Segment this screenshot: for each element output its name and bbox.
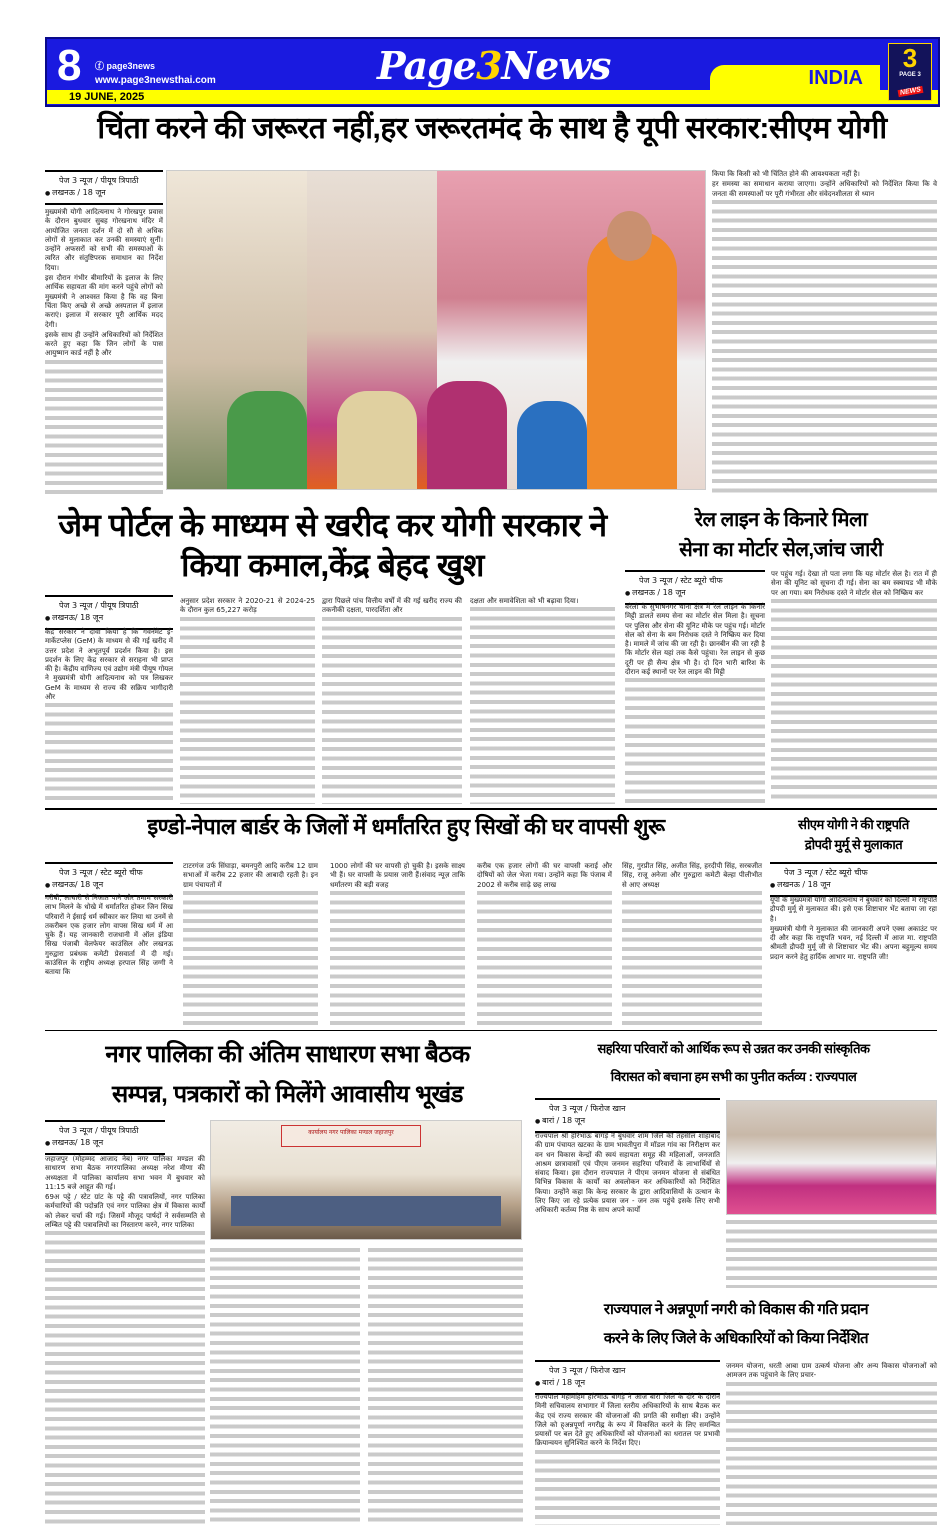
masthead-banner: [45, 37, 940, 107]
article-body: [45, 894, 173, 1027]
article-column: [330, 862, 465, 1027]
article-byline: [770, 862, 937, 897]
article-column: [180, 597, 315, 804]
article-byline: [45, 862, 173, 897]
byline-author: पेज 3 न्यूज / फिरोज खान: [549, 1366, 626, 1375]
paragraph: इसके साथ ही उन्होंने अधिकारियों को निर्देशित करते हुए कहा कि जिन लोगों के पास आयुष्मान कार्ड नहीं है और: [45, 330, 163, 358]
article-column: [622, 862, 762, 1027]
headline-cm-yogi-janata-darshan: चिंता करने की जरूरत नहीं,हर जरूरतमंद के साथ है यूपी सरकार:सीएम योगी: [97, 112, 887, 145]
edition-label: INDIA: [808, 67, 863, 89]
photo-nagar-palika-meeting: [210, 1120, 522, 1240]
headline-line: विरासत को बचाना हम सभी का पुनीत कर्तव्य : राज्यपाल: [610, 1069, 857, 1084]
article-byline: [625, 570, 765, 605]
paragraph: इस दौरान गंभीर बीमारियों के इलाज के लिए आर्थिक सहायता की मांग करने पहुंचे लोगों को मुख्यमंत्री ने आश्वस्त किया है कि वह बिना चिंता किए अच्छे से अच्छे अस्पताल में इलाज कराएं। इलाज में सरकार पूरी आर्थिक मदद देगी।: [45, 274, 163, 329]
headline-sikh-ghar-wapsi: इण्डो-नेपाल बार्डर के जिलों में धर्मांतरित हुए सिखों की घर वापसी शुरू: [147, 814, 665, 839]
paragraph: यूपी के मुख्यमंत्री योगी आदित्यनाथ ने बुधवार को दिल्ली में राष्ट्रपति द्रौपदी मुर्मू से मुलाकात की। इसे एक शिष्टाचार भेंट बताया जा रहा है।: [770, 896, 937, 923]
article-byline: [45, 1120, 165, 1155]
headline-line: नगर पालिका की अंतिम साधारण सभा बैठक: [105, 1041, 470, 1068]
social-handle-text: page3news: [106, 61, 156, 71]
text-continuation: [45, 360, 163, 496]
headline-line: रेल लाइन के किनारे मिला: [694, 509, 868, 531]
headline-gem-portal: जेम पोर्टल के माध्यम से खरीद कर योगी सरकार ने किया कमाल,केंद्र बेहद खुश: [58, 507, 607, 583]
logo-number: 3: [902, 43, 918, 73]
article-column: [771, 570, 937, 803]
paragraph: 69अ पट्टे / स्टेट ग्रांट के पट्टे की पत्रावलियों, नगर पालिका कर्मचारियों की पदोन्नति एवं नगर पालिका क्षेत्र में विकास कार्यों को लेकर चर्चा की गई। जिसमें मौजूद पार्षदों ने सर्वसम्मति से लम्बित पट्टे की पत्रावलियों का निस्तारण करने, नगर पालिका: [45, 1193, 205, 1230]
paragraph: दक्षता और समावेशिता को भी बढ़ावा दिया।: [470, 597, 579, 605]
text-continuation: [535, 1450, 720, 1525]
article-byline: [535, 1360, 720, 1395]
headline-line: सम्पन्न, पत्रकारों को मिलेंगे आवासीय भूखंड: [111, 1081, 464, 1108]
byline-author: पेज 3 न्यूज / पीयूष त्रिपाठी: [59, 176, 139, 185]
article-byline: [45, 170, 163, 205]
article-column: [470, 597, 615, 804]
section-divider: [45, 808, 937, 810]
article-body: [45, 628, 173, 803]
headline-nagar-palika: [50, 1035, 525, 1115]
issue-date: 19 JUNE, 2025: [69, 91, 145, 103]
newspaper-logo: [377, 43, 610, 88]
byline-author: पेज 3 न्यूज / पीयूष त्रिपाठी: [59, 1126, 139, 1135]
paragraph: मुख्यमंत्री योगी ने मुलाकात की जानकारी अपने एक्स अकाउंट पर दी और कहा कि राष्ट्रपति भवन, नई दिल्ली में आज मा. राष्ट्रपति श्रीमती द्रौपदी मुर्मू जी से शिष्टाचार भेंट की। अपना बहुमूल्य समय प्रदान करने हेतु हार्दिक आभार मा. राष्ट्रपति जी!: [770, 924, 937, 961]
headline-line: सीएम योगी ने की राष्ट्रपति: [798, 817, 909, 832]
text-continuation: [712, 200, 937, 495]
paragraph: केंद्र सरकार ने दावा किया है कि गवर्नमेंट ई-मार्केटप्लेस (GeM) के माध्यम से की गई खरीद में उत्तर प्रदेश ने अभूतपूर्व प्रदर्शन किया है। इस प्रदर्शन के लिए केंद्र सरकार से सराहना भी प्राप्त की है। केंद्रीय वाणिज्य एवं उद्योग मंत्री पीयूष गोयल ने मुख्यमंत्री योगी आदित्यनाथ को पत्र लिखकर GeM के माध्यम से राज्य की सक्रिय भागीदारी और: [45, 628, 173, 702]
byline-author: पेज 3 न्यूज / स्टेट ब्यूरो चीफ: [784, 868, 868, 877]
text-continuation: [726, 1382, 937, 1525]
headline-line: सेना का मोर्टार सेल,जांच जारी: [679, 539, 883, 561]
section-divider: [45, 1030, 937, 1031]
page-number: 8: [57, 41, 82, 90]
paragraph: जहाजपुर (मोहम्मद आजाद नेब) नगर पालिका मण्डल की साधारण सभा बैठक नगरपालिका अध्यक्ष नरेश मीणा की अध्यक्षता में पालिका कार्यालय सभा भवन में बुधवार को 11:15 बजे आहूत की गई।: [45, 1155, 205, 1191]
photo-banner-text: कार्यालय नगर पालिका मण्डल जहाजपुर: [281, 1125, 421, 1147]
byline-place: ● बारां / 18 जून: [535, 1116, 585, 1125]
byline-author: पेज 3 न्यूज / फिरोज खान: [549, 1104, 626, 1113]
byline-place: ● लखनऊ/ 18 जून: [45, 880, 103, 889]
text-continuation: [183, 891, 318, 1027]
article-body: [625, 603, 765, 803]
article-column: [183, 862, 318, 1027]
headline-line: करने के लिए जिले के अधिकारियों को किया निर्देशित: [603, 1330, 869, 1347]
paragraph: टाटरगंज उर्फ सिंघाड़ा, बमनपुरी आदि करीब 12 ग्राम सभाओं में करीब 22 हजार की आबादी रहती है। इन ग्राम पंचायतों में: [183, 862, 318, 889]
byline-author: पेज 3 न्यूज / स्टेट ब्यूरो चीफ: [59, 868, 143, 877]
paragraph: गरीबी, लाचारी से निजात पाने और तमाम सरकारी लाभ मिलने के धोखे में धर्मांतरित होकर जिन सिख परिवारों ने ईसाई धर्म स्वीकार कर लिया था उनमें से तकरीबन एक हजार लोग वापस सिख धर्म में आ चुके हैं। यह जानकारी राजधानी में ऑल इंडिया सिख पंजाबी वेलफेयर काउंसिल और लखनऊ गुरुद्वारा प्रबंधक कमेटी प्रेसवार्ता में दी गई। काउंसिल के राष्ट्रीय अध्यक्ष हरपाल सिंह जग्गी ने बताया कि: [45, 894, 173, 977]
logo-part-news: News: [501, 43, 611, 88]
paragraph: मुख्यमंत्री योगी आदित्यनाथ ने गोरखपुर प्रवास के दौरान बुधवार सुबह गोरखनाथ मंदिर में आयोजित जनता दर्शन में दो सौ से अधिक लोगों से मुलाकात कर उनकी समस्याएं सुनीं। उन्होंने अफसरों को सभी की समस्याओं के त्वरित और संतुष्टिपरक समाधान का निर्देश दिया।: [45, 208, 163, 272]
article-byline: [535, 1098, 720, 1133]
paragraph: बरेली के सुभाषनगर थाना क्षेत्र में रेल लाइन के किनारे मिट्टी डालते समय सेना का मोर्टार सेल मिला है। सूचना पर पुलिस और सेना की यूनिट मौके पर पहुंच गई। मोर्टार सेल को सेना के बम निरोधक दस्ते ने निष्क्रिय कर दिया है। मामले में जांच की जा रही है। छानबीन की जा रही है कि मोर्टार सेल यहां तक कैसे पहुंचा। रेल लाइन से कुछ दूरी पर ही सैन्य क्षेत्र भी है। दो दिन भारी बारिश के दौरान कई स्थानों पर रेल लाइन की मिट्टी: [625, 603, 765, 677]
byline-place: ● लखनऊ/ 18 जून: [45, 1138, 103, 1147]
text-continuation: [180, 617, 315, 804]
text-continuation: [625, 678, 765, 803]
byline-place: ● लखनऊ / 18 जून: [45, 188, 106, 197]
social-handle: [95, 59, 155, 72]
text-continuation: [330, 891, 465, 1027]
article-body: [45, 208, 163, 496]
byline-author: पेज 3 न्यूज / पीयूष त्रिपाठी: [59, 601, 139, 610]
text-continuation: [45, 703, 173, 803]
headline-annapurna-nagari: [535, 1295, 937, 1353]
paragraph: 1000 लोगों की घर वापसी हो चुकी है। इसके साक्ष्य भी हैं। घर वापसी के प्रयास जारी हैं।संवाद न्यूज़ ताकि धर्मांतरण की बड़ी वजह: [330, 862, 465, 889]
paragraph: पर पहुंच गई। देखा तो पता लगा कि यह मोर्टार सेल है। रात में ही सेना की यूनिट को सूचना दी गई। सेना का बम स्क्वायड भी मौके पर आ गया। बम निरोधक दस्ते ने मोर्टार सेल को निष्क्रिय कर: [771, 570, 937, 597]
photo-governor-visit: [726, 1100, 937, 1215]
logo-badge: NEWS: [899, 86, 921, 97]
article-column: [726, 1362, 937, 1525]
facebook-icon: ⓕ: [95, 61, 107, 71]
website-link[interactable]: www.page3newsthai.com: [95, 75, 216, 86]
byline-place: ● बारां / 18 जून: [535, 1378, 585, 1387]
headline-line: राज्यपाल ने अन्नपूर्णा नगरी को विकास की गति प्रदान: [603, 1301, 869, 1318]
page3-badge-logo: [888, 43, 932, 101]
paragraph: राज्यपाल महामहिम हरिभाऊ बागड़े ने आज बारां जिले के दौरे के दौरान मिनी सचिवालय सभागार में जिला स्तरीय अधिकारियों के साथ बैठक कर केंद्र एवं राज्य सरकार की योजनाओं की प्रगति की समीक्षा की। उन्होंने जिले को ह्अन्नपूर्णा नगरीह्न के रूप में विकसित करने के लिए समन्वित प्रयासों पर बल देते हुए अधिकारियों को योजनाओं का धरातल पर प्रभावी क्रियान्वयन सुनिश्चित करने के निर्देश दिए।: [535, 1393, 720, 1448]
paragraph: सिंह, गुरप्रीत सिंह, अजीत सिंह, हरदीपी सिंह, सरबजीत सिंह, राजू अनेजा और गुरुद्वारा कमेटी बेल्हा पीलीभीत से आए अध्यक्ष: [622, 862, 762, 889]
text-continuation: [322, 617, 462, 804]
paragraph: राज्यपाल श्री हरिभाऊ बागड़े ने बुधवार शाम जिले की तहसील शाहाबाद की ग्राम पंचायत खटका के ग्राम भावतीपुरा में मॉडल गांव का निरीक्षण कर वन धन विकास केन्द्रों की स्वयं सहायता समूह की महिलाओं, जनजाति आश्रम छात्रावासों एवं पीएम जनमन सहरिया परिवारों के लाभार्थियों से संवाद किया। इस दौरान राज्यपाल ने पीएम जनमन योजना से संबंधित विभिन्न विकास के कार्यों का अवलोकन कर अधिकारियों को निर्देशित किया। उन्होंने कहा कि केन्द्र सरकार के द्वारा आदिवासियों के उत्थान के लिए किए जा रहे प्रत्येक प्रयास जन - जन तक पहुंचे इसके लिए सभी अधिकारी कर्तव्य निष्ठ के साथ अपने कार्यों: [535, 1132, 720, 1215]
article-column: [322, 597, 462, 804]
headline-mortar-shell: [625, 505, 937, 565]
headline-sahariya-families: [530, 1035, 937, 1091]
paragraph: हर समस्या का समाधान कराया जाएगा। उन्होंने अधिकारियों को निर्देशित किया कि वे जनता की समस्याओं पर पूरी गंभीरता और संवेदनशीलता से ध्यान: [712, 180, 937, 198]
byline-place: ● लखनऊ / 18 जून: [770, 880, 831, 889]
article-byline: [45, 595, 173, 630]
paragraph: करीब एक हजार लोगों की घर वापसी कराई और दोषियों को जेल भेजा गया। उन्होंने कहा कि पंजाब में 2002 से करीब साढ़े छह लाख: [477, 862, 612, 889]
article-column: [368, 1248, 523, 1523]
article-column: [726, 1220, 937, 1288]
byline-author: पेज 3 न्यूज / स्टेट ब्यूरो चीफ: [639, 576, 723, 585]
logo-text: PAGE 3: [899, 72, 921, 78]
text-continuation: [470, 607, 615, 804]
text-continuation: [771, 599, 937, 803]
article-body: [535, 1132, 720, 1290]
paragraph: द्वारा पिछले पांच वित्तीय वर्षों में की गई खरीद राज्य की तकनीकी दक्षता, पारदर्शिता और: [322, 597, 462, 615]
article-column: [477, 862, 612, 1027]
article-body: [770, 896, 937, 1028]
text-continuation: [45, 1231, 205, 1525]
paragraph: किया कि किसी को भी चिंतित होने की आवश्यकता नहीं है।: [712, 170, 860, 178]
article-body-continued: [712, 170, 937, 495]
headline-president-meeting: [770, 815, 937, 855]
logo-part-3: 3: [475, 43, 502, 88]
paragraph: अनुसार प्रदेश सरकार ने 2020-21 से 2024-25 के दौरान कुल 65,227 करोड़: [180, 597, 315, 615]
byline-place: ● लखनऊ/ 18 जून: [45, 613, 103, 622]
text-continuation: [477, 891, 612, 1027]
article-body: [535, 1393, 720, 1525]
article-column: [210, 1248, 360, 1523]
byline-place: ● लखनऊ / 18 जून: [625, 588, 686, 597]
paragraph: जनमन योजना, धरती आबा ग्राम उत्कर्ष योजना और अन्य विकास योजनाओं को आमजन तक पहुंचाने के लिए प्रचार-: [726, 1362, 937, 1380]
headline-line: द्रोपदी मुर्मू से मुलाकात: [804, 837, 903, 852]
article-body: [45, 1155, 205, 1525]
headline-line: सहरिया परिवारों को आर्थिक रूप से उन्नत कर उनकी सांस्कृतिक: [597, 1041, 870, 1056]
text-continuation: [622, 891, 762, 1027]
photo-janata-darshan: [166, 170, 706, 490]
logo-part-page: Page: [377, 43, 476, 88]
